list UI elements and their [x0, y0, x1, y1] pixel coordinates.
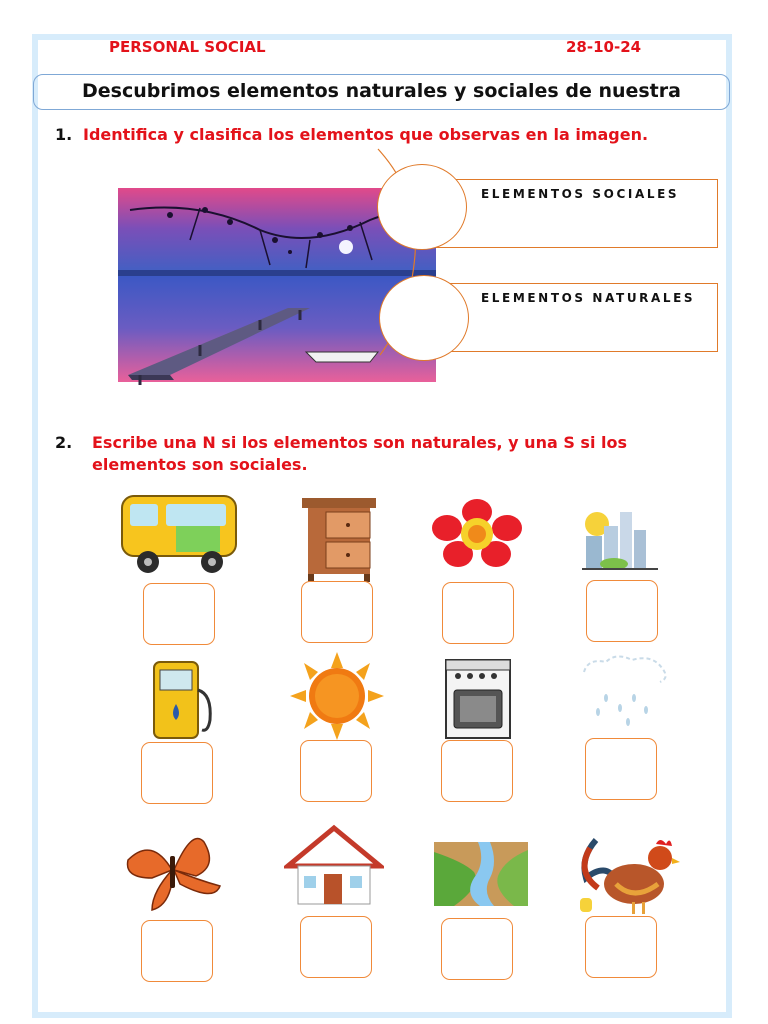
answer-box-rain[interactable] [585, 738, 657, 800]
answer-box-dresser[interactable] [301, 581, 373, 643]
river-icon [434, 842, 528, 906]
answer-box-bus[interactable] [143, 583, 215, 645]
sun-icon [290, 652, 384, 740]
answer-box-house[interactable] [300, 916, 372, 978]
natural-circle [379, 275, 469, 361]
butterfly-icon [122, 826, 224, 914]
page-title: Descubrimos elementos naturales y sociales de nuestra [82, 80, 681, 102]
question-1-number: 1. [55, 125, 73, 144]
bus-icon [112, 484, 242, 580]
natural-elements-label: ELEMENTOS NATURALES [481, 291, 696, 305]
answer-box-river[interactable] [441, 918, 513, 980]
stove-icon [442, 656, 514, 740]
house-icon [284, 824, 384, 908]
rooster-icon [576, 822, 686, 916]
answer-box-butterfly[interactable] [141, 920, 213, 982]
answer-box-stove[interactable] [441, 740, 513, 802]
subject-label: PERSONAL SOCIAL [109, 38, 266, 56]
question-1-text: Identifica y clasifica los elementos que observas en la imagen. [83, 125, 649, 144]
gas-pump-icon [148, 660, 218, 742]
date-label: 28-10-24 [566, 38, 642, 56]
answer-box-flower[interactable] [442, 582, 514, 644]
question-2-number: 2. [55, 433, 73, 452]
city-icon [580, 500, 660, 574]
social-circle [377, 164, 467, 250]
flower-icon [428, 498, 526, 568]
title-box [33, 74, 730, 110]
answer-box-city[interactable] [586, 580, 658, 642]
social-elements-label: ELEMENTOS SOCIALES [481, 187, 680, 201]
dresser-icon [298, 494, 380, 584]
answer-box-sun[interactable] [300, 740, 372, 802]
answer-box-rooster[interactable] [585, 916, 657, 978]
rain-cloud-icon [576, 652, 672, 732]
answer-box-gas-pump[interactable] [141, 742, 213, 804]
question-2-text: Escribe una N si los elementos son naturales, y una S si los elementos son sociales. [92, 433, 627, 474]
